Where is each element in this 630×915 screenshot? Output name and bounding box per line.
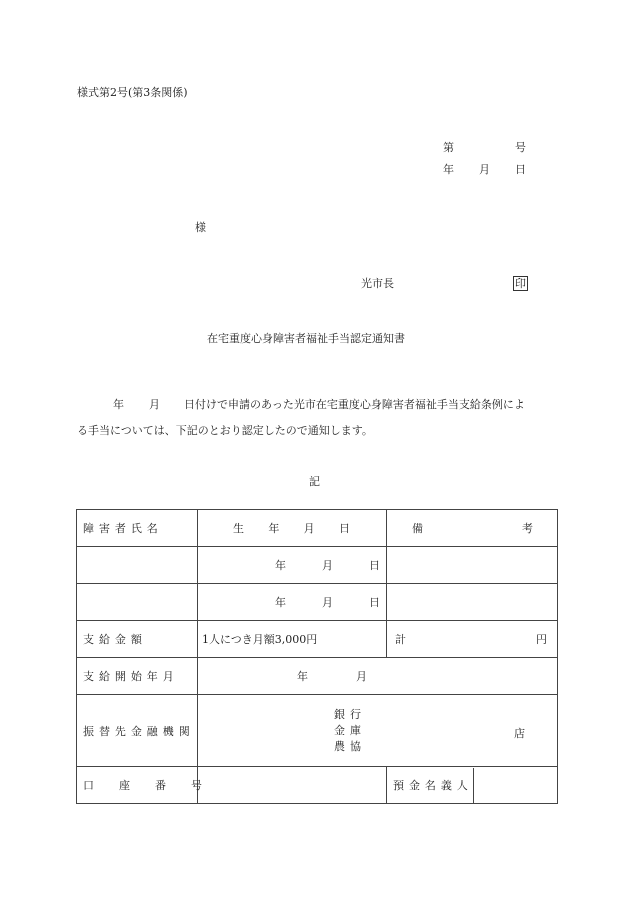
amount-total-unit: 円: [536, 633, 547, 646]
row2-day: 日: [369, 596, 380, 609]
header-birth-day: 日: [338, 522, 350, 535]
amount-total: [387, 621, 558, 658]
doc-number-go: 号: [515, 141, 526, 154]
account-holder: [387, 767, 558, 804]
account-row: [77, 767, 558, 804]
row1-birthdate: [198, 547, 387, 584]
date-year: 年: [443, 163, 454, 176]
account-holder-label: 預金名義人: [387, 768, 474, 803]
ki-heading: 記: [309, 475, 320, 488]
amount-label: [77, 621, 198, 658]
row2-name: [77, 584, 198, 621]
body-year: 年: [113, 398, 124, 411]
header-remarks-bi: 備: [412, 522, 423, 535]
notice-body: [77, 392, 557, 444]
row2-remarks: [387, 584, 558, 621]
header-name: 障害者氏名: [77, 510, 198, 547]
table-header-row: [77, 510, 558, 547]
notice-body-line1: [77, 392, 557, 418]
date-day: 日: [515, 163, 526, 176]
form-number: 様式第2号(第3条関係): [77, 86, 188, 99]
seal-mark: 印: [515, 277, 526, 290]
header-birth-month: 月: [303, 522, 315, 535]
document-title: 在宅重度心身障害者福祉手当認定通知書: [207, 332, 405, 345]
row2-month: 月: [322, 596, 333, 609]
addressee-suffix: 様: [195, 221, 206, 234]
account-holder-value: [474, 768, 557, 803]
issuer-title: 光市長: [361, 277, 394, 290]
bank-kinko: 金庫: [334, 723, 366, 737]
bank-row: [77, 695, 558, 767]
header-remarks: [387, 510, 558, 547]
header-birth-sei: 生: [233, 522, 244, 535]
header-birth-year: 年: [268, 522, 280, 535]
row1-remarks: [387, 547, 558, 584]
notice-body-line2: る手当については、下記のとおり認定したので通知します。: [77, 424, 373, 437]
body-month: 月: [149, 398, 160, 411]
row2-year: 年: [275, 596, 286, 609]
bank-branch: 店: [514, 726, 525, 740]
amount-value: 1人につき月額3,000円: [198, 621, 387, 658]
row1-year: 年: [275, 559, 286, 572]
doc-number-dai: 第: [443, 141, 454, 154]
start-month: 月: [356, 670, 367, 683]
certification-table: [76, 509, 558, 804]
bank-noukyou: 農協: [334, 739, 366, 753]
row2-birthdate: [198, 584, 387, 621]
bank-value: [198, 695, 558, 767]
body-rest: 日付けで申請のあった光市在宅重度心身障害者福祉手当支給条例によ: [184, 398, 525, 411]
amount-row: [77, 621, 558, 658]
bank-ginkou: 銀行: [334, 707, 366, 721]
amount-label-text: 支給金額: [83, 633, 147, 646]
bank-label: 振替先金融機関: [77, 695, 198, 767]
row1-day: 日: [369, 559, 380, 572]
row1-month: 月: [322, 559, 333, 572]
start-value: [198, 658, 558, 695]
start-row: [77, 658, 558, 695]
start-label: 支給開始年月: [77, 658, 198, 695]
row1-name: [77, 547, 198, 584]
amount-total-label: 計: [395, 633, 406, 646]
table-row: [77, 547, 558, 584]
account-label-text: 口座番号: [83, 779, 227, 792]
start-year: 年: [297, 670, 308, 683]
account-label: [77, 767, 227, 804]
table-row: [77, 584, 558, 621]
header-remarks-kou: 考: [522, 522, 533, 535]
date-month: 月: [479, 163, 490, 176]
header-birthdate: [198, 510, 387, 547]
